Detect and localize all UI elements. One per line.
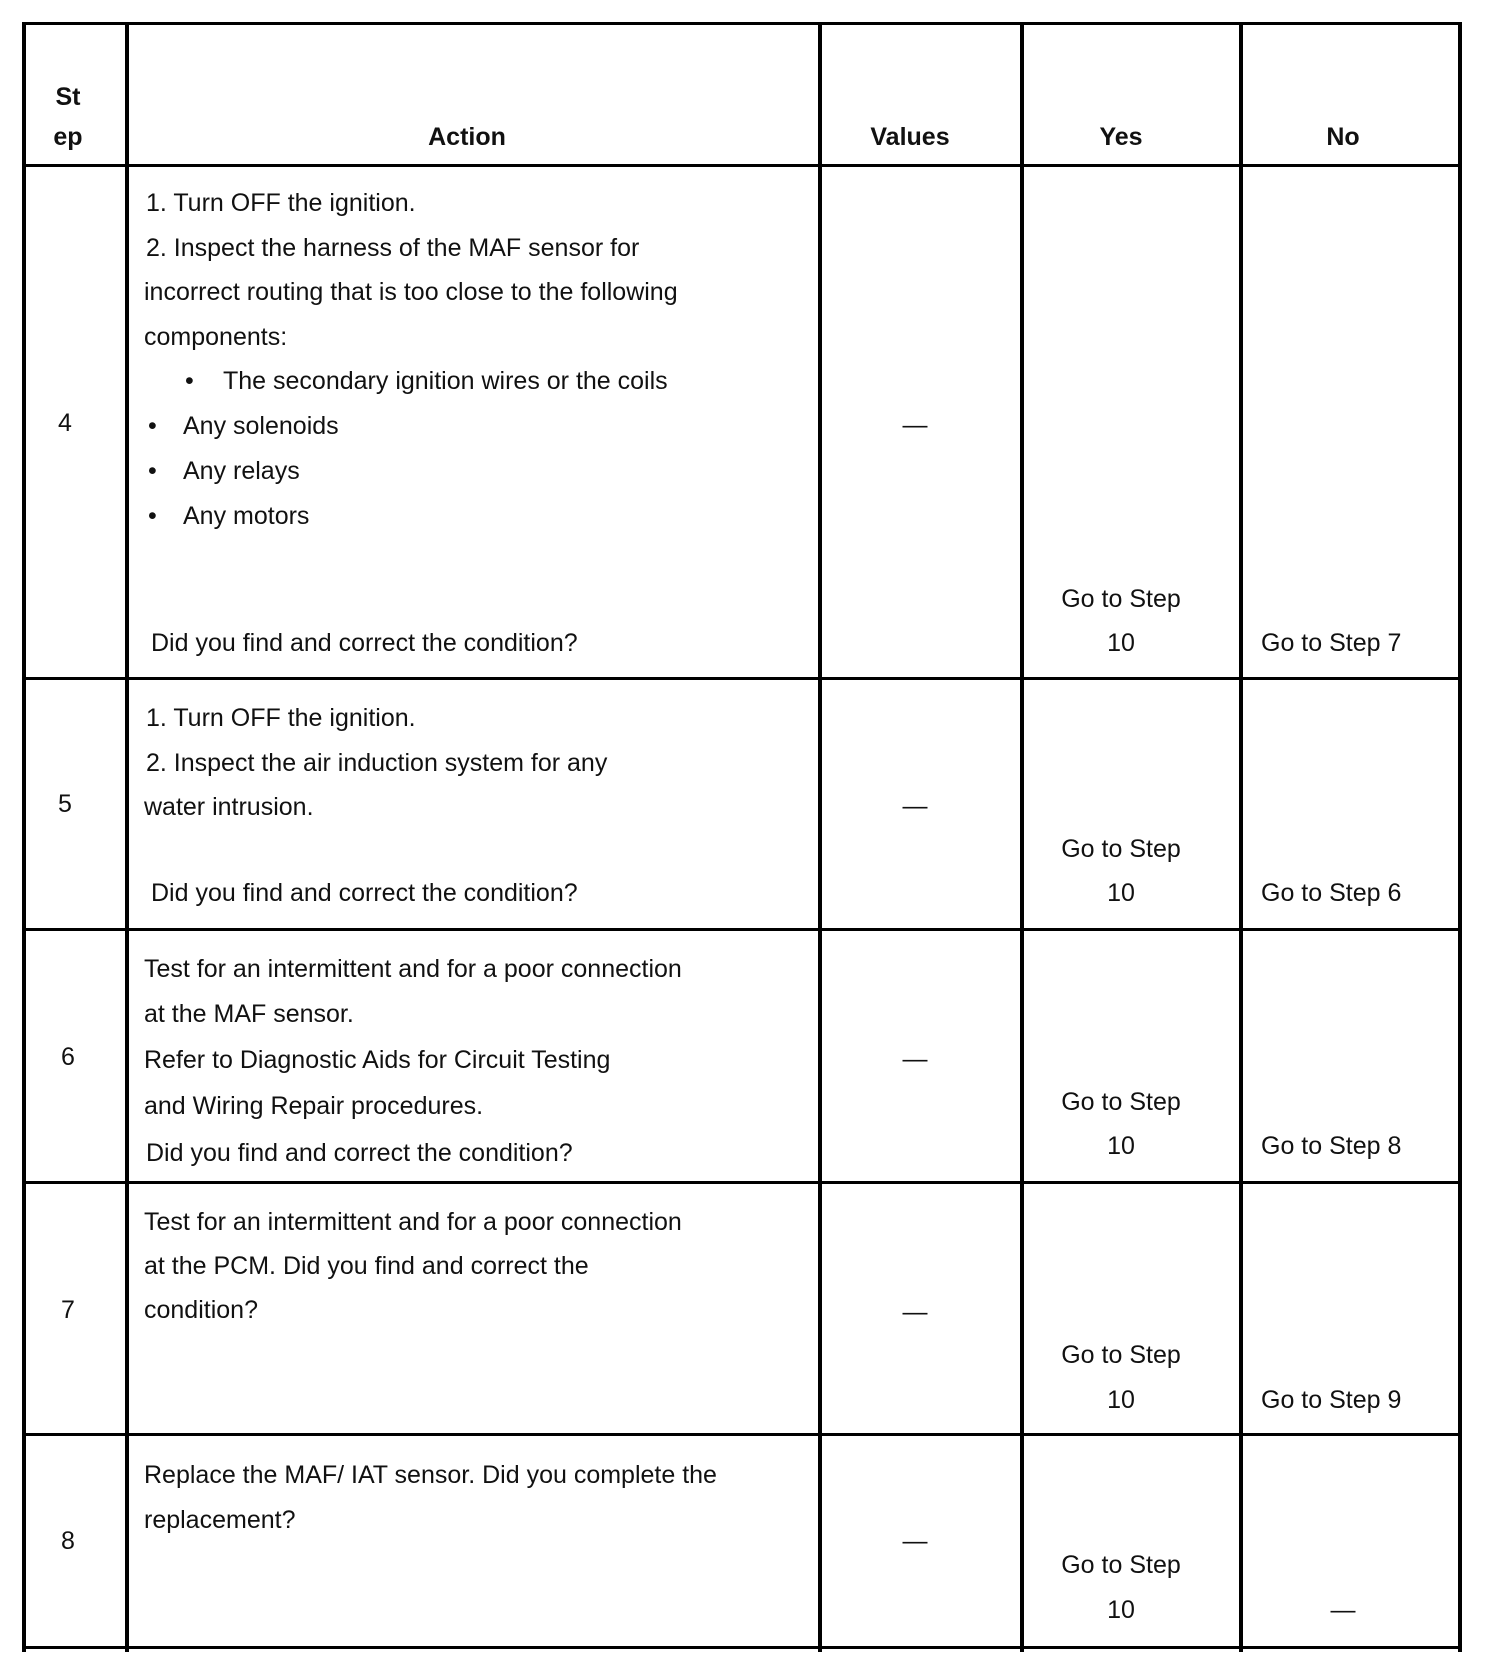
action-question: Did you find and correct the condition? [151, 629, 578, 657]
table-border-top [22, 22, 1462, 25]
action-line: components: [144, 323, 288, 351]
yes-cell-line2: 10 [1107, 879, 1135, 907]
row-divider [22, 928, 1462, 931]
column-divider [1239, 22, 1243, 1652]
yes-cell-line2: 10 [1107, 1596, 1135, 1624]
table-border-right [1458, 22, 1462, 1652]
row-divider [22, 164, 1462, 167]
yes-cell-line2: 10 [1107, 629, 1135, 657]
bullet-icon: • [185, 367, 194, 395]
action-question: Did you find and correct the condition? [151, 879, 578, 907]
yes-cell-line2: 10 [1107, 1386, 1135, 1414]
action-line: replacement? [144, 1506, 296, 1534]
values-cell: — [902, 792, 928, 820]
row-divider [22, 677, 1462, 680]
action-line: 1. Turn OFF the ignition. [146, 704, 416, 732]
table-border-bottom [22, 1646, 1462, 1649]
header-step-line1: St [55, 83, 81, 111]
header-yes: Yes [1099, 123, 1143, 151]
action-line: condition? [144, 1296, 258, 1324]
no-cell: Go to Step 8 [1261, 1132, 1402, 1160]
action-line: 1. Turn OFF the ignition. [146, 189, 416, 217]
yes-cell-line2: 10 [1107, 1132, 1135, 1160]
action-bullet: The secondary ignition wires or the coils [223, 367, 668, 395]
action-line: Refer to Diagnostic Aids for Circuit Testing [144, 1046, 611, 1074]
no-cell: Go to Step 7 [1261, 629, 1402, 657]
step-number: 5 [58, 790, 72, 818]
no-cell: Go to Step 6 [1261, 879, 1402, 907]
action-line: Test for an intermittent and for a poor connection [144, 955, 682, 983]
table-border-left [22, 22, 26, 1652]
step-number: 6 [61, 1043, 75, 1071]
yes-cell-line1: Go to Step [1061, 585, 1181, 613]
header-no: No [1326, 123, 1360, 151]
action-line: and Wiring Repair procedures. [144, 1092, 484, 1120]
action-question: Did you find and correct the condition? [146, 1139, 573, 1167]
yes-cell-line1: Go to Step [1061, 1551, 1181, 1579]
step-number: 4 [58, 409, 72, 437]
bullet-icon: • [148, 457, 157, 485]
action-line: Replace the MAF/ IAT sensor. Did you complete the [144, 1461, 717, 1489]
action-bullet: Any solenoids [183, 412, 339, 440]
column-divider [1020, 22, 1024, 1652]
header-values: Values [870, 123, 950, 151]
action-line: water intrusion. [144, 793, 314, 821]
values-cell: — [902, 1298, 928, 1326]
action-bullet: Any relays [183, 457, 300, 485]
step-number: 7 [61, 1296, 75, 1324]
column-divider [125, 22, 129, 1652]
action-line: 2. Inspect the harness of the MAF sensor for [146, 234, 640, 262]
values-cell: — [902, 411, 928, 439]
column-divider [818, 22, 822, 1652]
action-bullet: Any motors [183, 502, 310, 530]
yes-cell-line1: Go to Step [1061, 1341, 1181, 1369]
bullet-icon: • [148, 502, 157, 530]
yes-cell-line1: Go to Step [1061, 1088, 1181, 1116]
bullet-icon: • [148, 412, 157, 440]
no-cell: Go to Step 9 [1261, 1386, 1402, 1414]
action-line: 2. Inspect the air induction system for any [146, 749, 608, 777]
row-divider [22, 1433, 1462, 1436]
yes-cell-line1: Go to Step [1061, 835, 1181, 863]
header-step-line2: ep [53, 123, 83, 151]
values-cell: — [902, 1045, 928, 1073]
action-line: Test for an intermittent and for a poor connection [144, 1208, 682, 1236]
action-line: at the PCM. Did you find and correct the [144, 1252, 589, 1280]
step-number: 8 [61, 1527, 75, 1555]
action-line: at the MAF sensor. [144, 1000, 354, 1028]
header-action: Action [428, 123, 506, 151]
action-line: incorrect routing that is too close to the following [144, 278, 678, 306]
no-cell: — [1330, 1596, 1356, 1624]
values-cell: — [902, 1527, 928, 1555]
row-divider [22, 1181, 1462, 1184]
